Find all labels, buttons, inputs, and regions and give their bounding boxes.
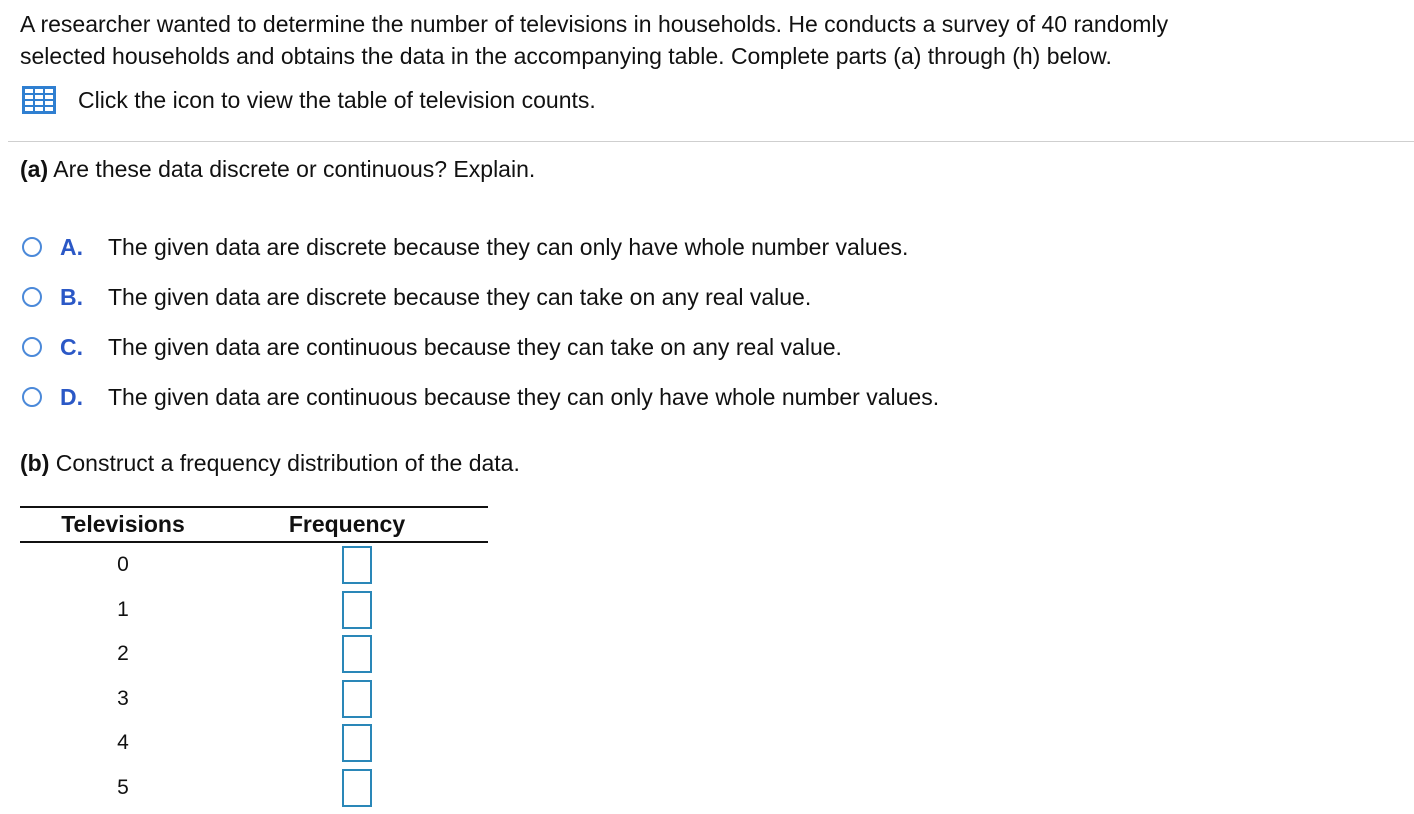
table-row (20, 632, 488, 677)
frequency-input[interactable] (342, 635, 372, 673)
column-header-frequency: Frequency (288, 511, 406, 537)
option-letter: B. (60, 283, 83, 310)
televisions-value: 5 (117, 775, 129, 799)
televisions-value: 4 (117, 731, 129, 754)
radio-button[interactable] (22, 337, 42, 357)
televisions-value: 2 (117, 642, 129, 665)
frequency-input[interactable] (342, 546, 372, 584)
table-row (20, 677, 488, 722)
part-b-question-text: Construct a frequency distribution of the data. (55, 450, 520, 476)
televisions-value: 0 (117, 553, 129, 576)
part-b-question (20, 448, 520, 478)
part-a-question (20, 154, 535, 184)
view-data-table-link[interactable] (22, 84, 596, 116)
table-grid-icon[interactable] (22, 86, 56, 114)
table-row (20, 543, 488, 588)
table-row (20, 721, 488, 766)
option-c[interactable] (22, 329, 939, 365)
view-data-table-link-text[interactable]: Click the icon to view the table of television counts. (78, 86, 596, 113)
table-header (20, 506, 488, 543)
column-header-televisions: Televisions (61, 511, 185, 537)
part-a-label: (a) (20, 156, 49, 182)
frequency-input[interactable] (342, 724, 372, 762)
frequency-input[interactable] (342, 591, 372, 629)
frequency-input[interactable] (342, 680, 372, 718)
option-letter: A. (60, 233, 83, 260)
option-text: The given data are continuous because they can take on any real value. (108, 333, 842, 360)
frequency-input[interactable] (342, 769, 372, 807)
part-b-label: (b) (20, 450, 50, 476)
televisions-value: 1 (117, 597, 129, 621)
option-letter: C. (60, 333, 83, 360)
problem-statement (20, 8, 1400, 72)
section-divider (8, 141, 1414, 142)
part-a-question-text: Are these data discrete or continuous? Explain. (53, 156, 536, 182)
problem-statement-line-2: selected households and obtains the data in the accompanying table. Complete parts (a) through (h) below. (20, 43, 1112, 69)
frequency-table (20, 506, 488, 810)
radio-button[interactable] (22, 287, 42, 307)
option-b[interactable] (22, 279, 939, 315)
table-row (20, 588, 488, 633)
option-text: The given data are continuous because they can only have whole number values. (108, 383, 940, 410)
televisions-value: 3 (117, 686, 129, 710)
part-a-options (22, 229, 939, 429)
problem-statement-line-1: A researcher wanted to determine the number of televisions in households. He conducts a survey of 40 randomly (20, 11, 1169, 37)
option-text: The given data are discrete because they can only have whole number values. (108, 233, 909, 260)
option-letter: D. (60, 383, 83, 410)
option-a[interactable] (22, 229, 939, 265)
option-text: The given data are discrete because they can take on any real value. (108, 283, 812, 310)
option-d[interactable] (22, 379, 939, 415)
radio-button[interactable] (22, 237, 42, 257)
radio-button[interactable] (22, 387, 42, 407)
table-row (20, 766, 488, 811)
